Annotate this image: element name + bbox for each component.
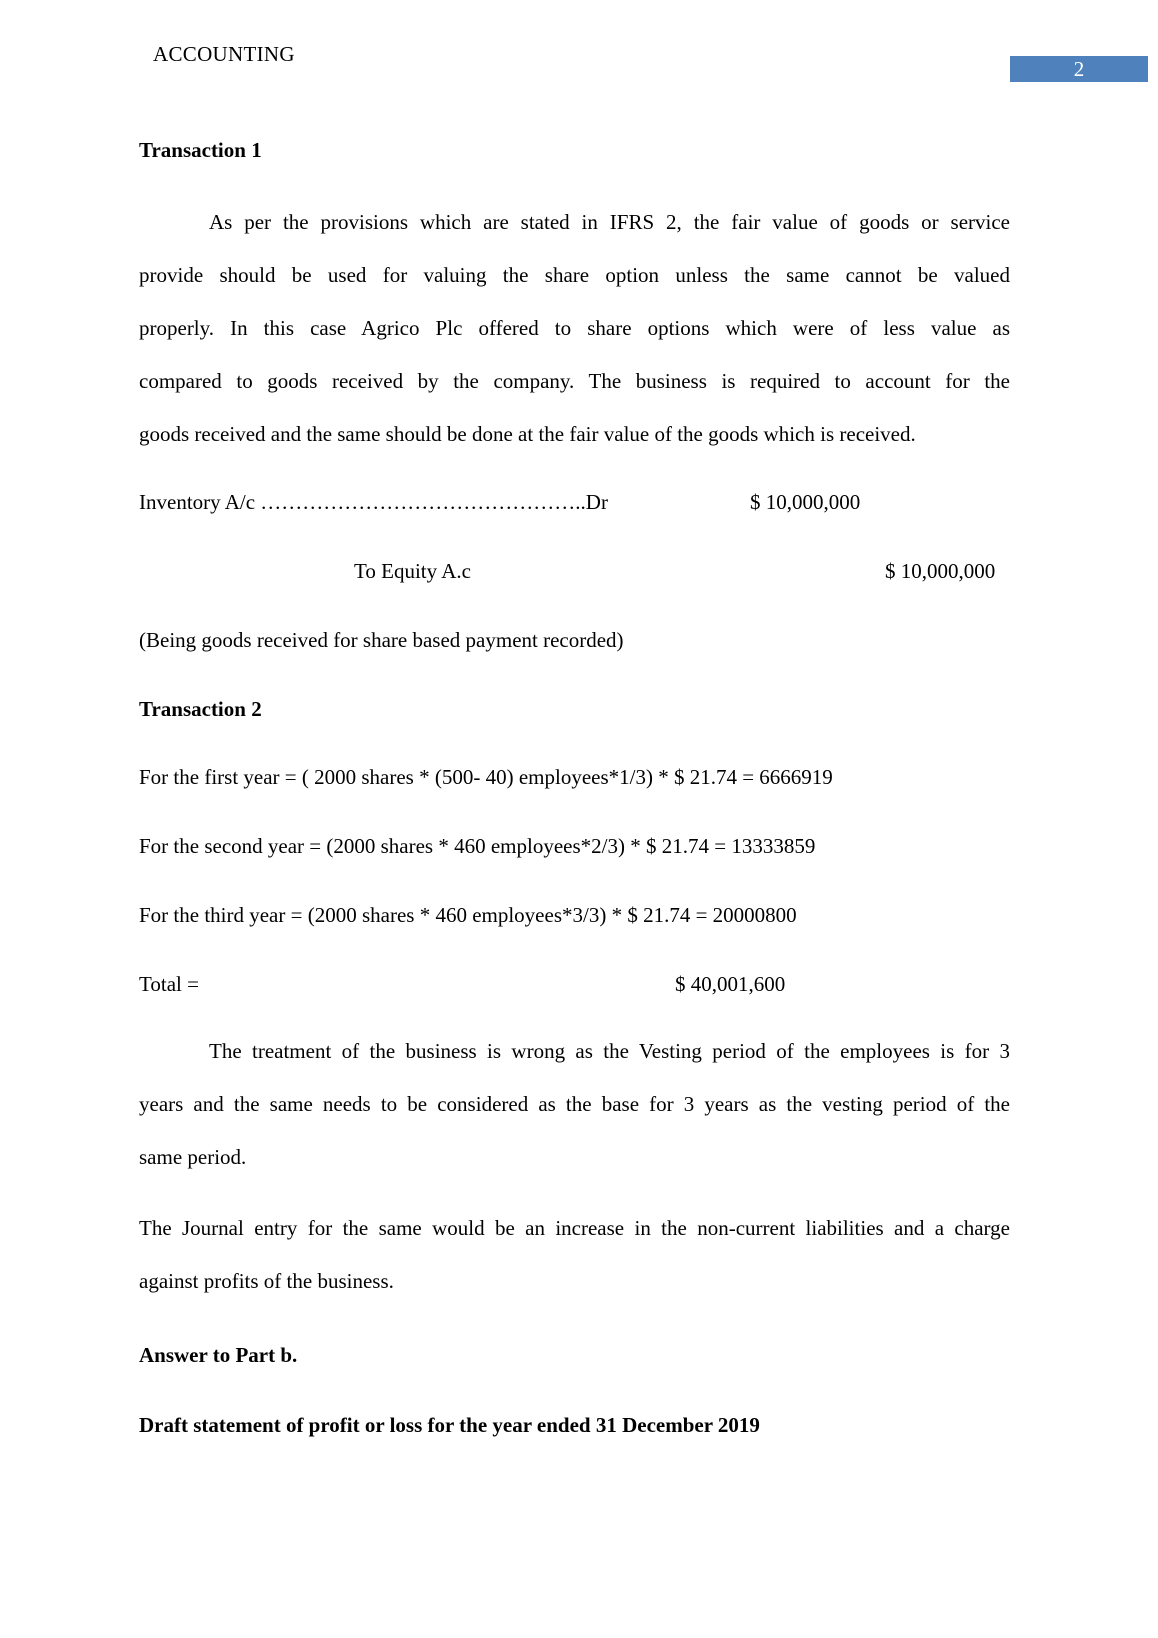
paragraph-line: goods received and the same should be done at the fair value of the goods which is received. <box>139 422 916 446</box>
statement-heading: Draft statement of profit or loss for the year ended 31 December 2019 <box>139 1413 760 1437</box>
paragraph-line: The Journal entry for the same would be an increase in the non-current liabilities and a charge <box>139 1216 1010 1240</box>
running-header-title: ACCOUNTING <box>153 42 295 66</box>
total-amount: $ 40,001,600 <box>675 972 786 996</box>
paragraph-line: compared to goods received by the company. The business is required to account for the <box>139 369 1010 393</box>
paragraph-line: The treatment of the business is wrong as the Vesting period of the employees is for 3 <box>209 1039 1010 1063</box>
transaction-1-heading: Transaction 1 <box>139 138 262 162</box>
paragraph-line: provide should be used for valuing the share option unless the same cannot be valued <box>139 263 1010 287</box>
paragraph-line: years and the same needs to be considered as the base for 3 years as the vesting period of the <box>139 1092 1010 1116</box>
journal-narration: (Being goods received for share based payment recorded) <box>139 628 624 652</box>
paragraph-line: against profits of the business. <box>139 1269 394 1293</box>
paragraph-line: As per the provisions which are stated in IFRS 2, the fair value of goods or service <box>209 210 1010 234</box>
journal-debit-label: Inventory A/c ………………………………………..Dr <box>139 490 608 514</box>
calc-line-third-year: For the third year = (2000 shares * 460 employees*3/3) * $ 21.74 = 20000800 <box>139 903 797 927</box>
transaction-2-paragraph <box>139 1025 1010 1184</box>
transaction-1-paragraph <box>139 196 1010 461</box>
transaction-2-heading: Transaction 2 <box>139 697 262 721</box>
journal-debit-amount: $ 10,000,000 <box>750 490 861 514</box>
journal-credit-amount: $ 10,000,000 <box>885 559 996 583</box>
page-number-badge: 2 <box>1010 56 1148 82</box>
part-b-heading: Answer to Part b. <box>139 1343 298 1367</box>
paragraph-line: same period. <box>139 1145 247 1169</box>
journal-credit-label: To Equity A.c <box>354 559 471 583</box>
paragraph-line: properly. In this case Agrico Plc offered to share options which were of less value as <box>139 316 1010 340</box>
calc-line-first-year: For the first year = ( 2000 shares * (500- 40) employees*1/3) * $ 21.74 = 6666919 <box>139 765 833 789</box>
journal-entry-paragraph <box>139 1202 1010 1308</box>
total-label: Total = <box>139 972 199 996</box>
calc-line-second-year: For the second year = (2000 shares * 460 employees*2/3) * $ 21.74 = 13333859 <box>139 834 816 858</box>
